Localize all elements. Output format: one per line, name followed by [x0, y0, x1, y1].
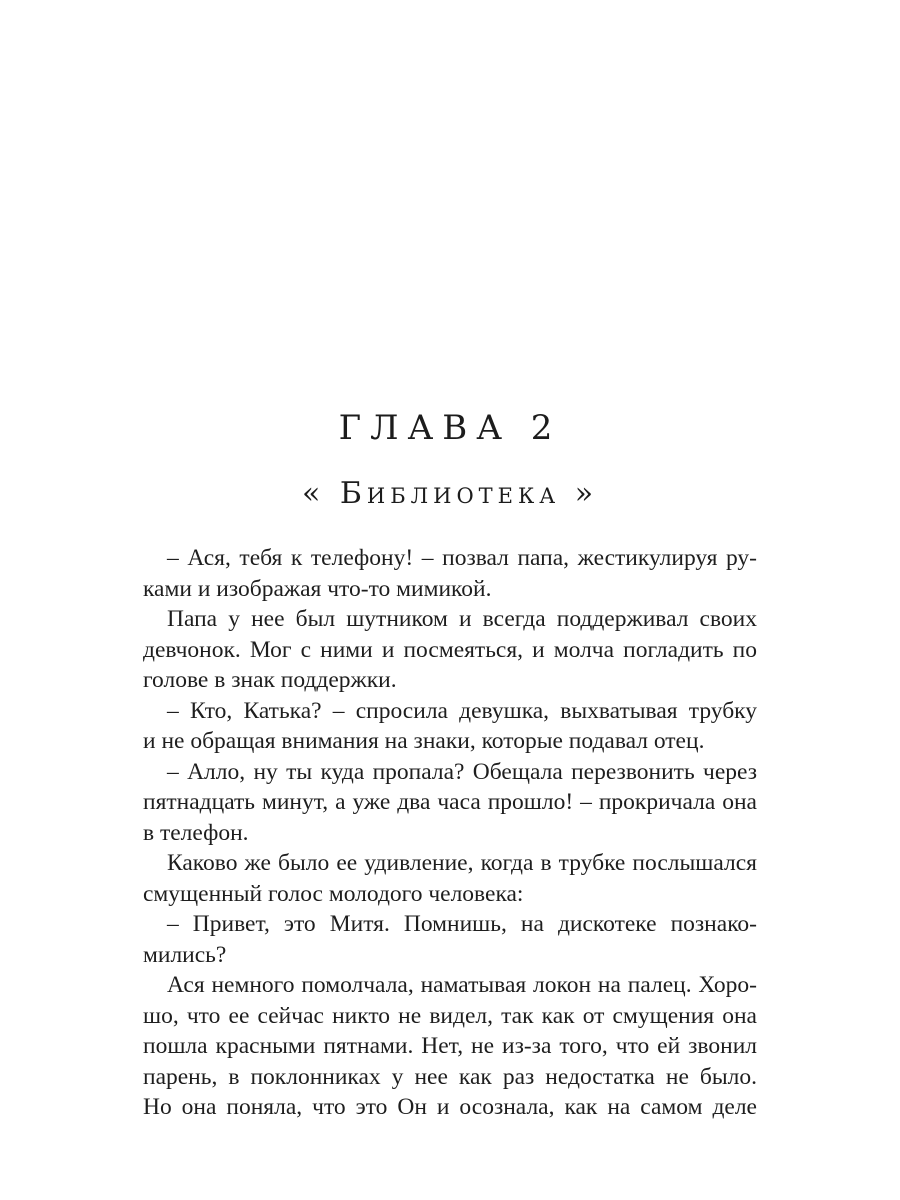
- text-line: пошла красными пятнами. Нет, не из-за того, что ей звонил: [143, 1033, 757, 1059]
- text-line: – Кто, Катька? – спросила девушка, выхватывая трубку: [167, 697, 757, 724]
- text-line: шо, что ее сейчас никто не видел, так как от смущения она: [143, 1002, 757, 1029]
- text-line: смущенный голос молодого человека:: [143, 880, 524, 907]
- text-line: голове в знак поддержки.: [143, 667, 397, 693]
- text-line: в телефон.: [143, 819, 249, 846]
- text-line: Ася немного помолчала, наматывая локон на палец. Хоро-: [167, 972, 757, 998]
- text-line: Папа у нее был шутником и всегда поддерживал своих: [167, 606, 757, 632]
- text-line: и не обращая внимания на знаки, которые подавал отец.: [143, 728, 705, 754]
- text-line: Каково же было ее удивление, когда в трубке послышался: [167, 850, 757, 876]
- chapter-heading: ГЛАВА 2: [338, 408, 562, 448]
- text-line: пятнадцать минут, а уже два часа прошло! – прокричала она: [143, 789, 757, 815]
- text-line: парень, в поклонниках у нее как раз недостатка не было.: [143, 1063, 757, 1090]
- text-line: – Привет, это Митя. Помнишь, на дискотеке познако-: [167, 911, 757, 937]
- chapter-body-text: [143, 543, 757, 1123]
- text-line: – Алло, ну ты куда пропала? Обещала перезвонить через: [167, 758, 757, 785]
- chapter-title: « Библиотека »: [301, 476, 599, 511]
- text-line: – Ася, тебя к телефону! – позвал папа, жестикулируя ру-: [167, 545, 757, 571]
- text-line: девчонок. Мог с ними и посмеяться, и молча погладить по: [143, 636, 757, 663]
- text-line: мились?: [143, 941, 227, 968]
- text-line: Но она поняла, что это Он и осознала, как на самом деле: [143, 1094, 757, 1120]
- text-line: ками и изображая что-то мимикой.: [143, 575, 492, 602]
